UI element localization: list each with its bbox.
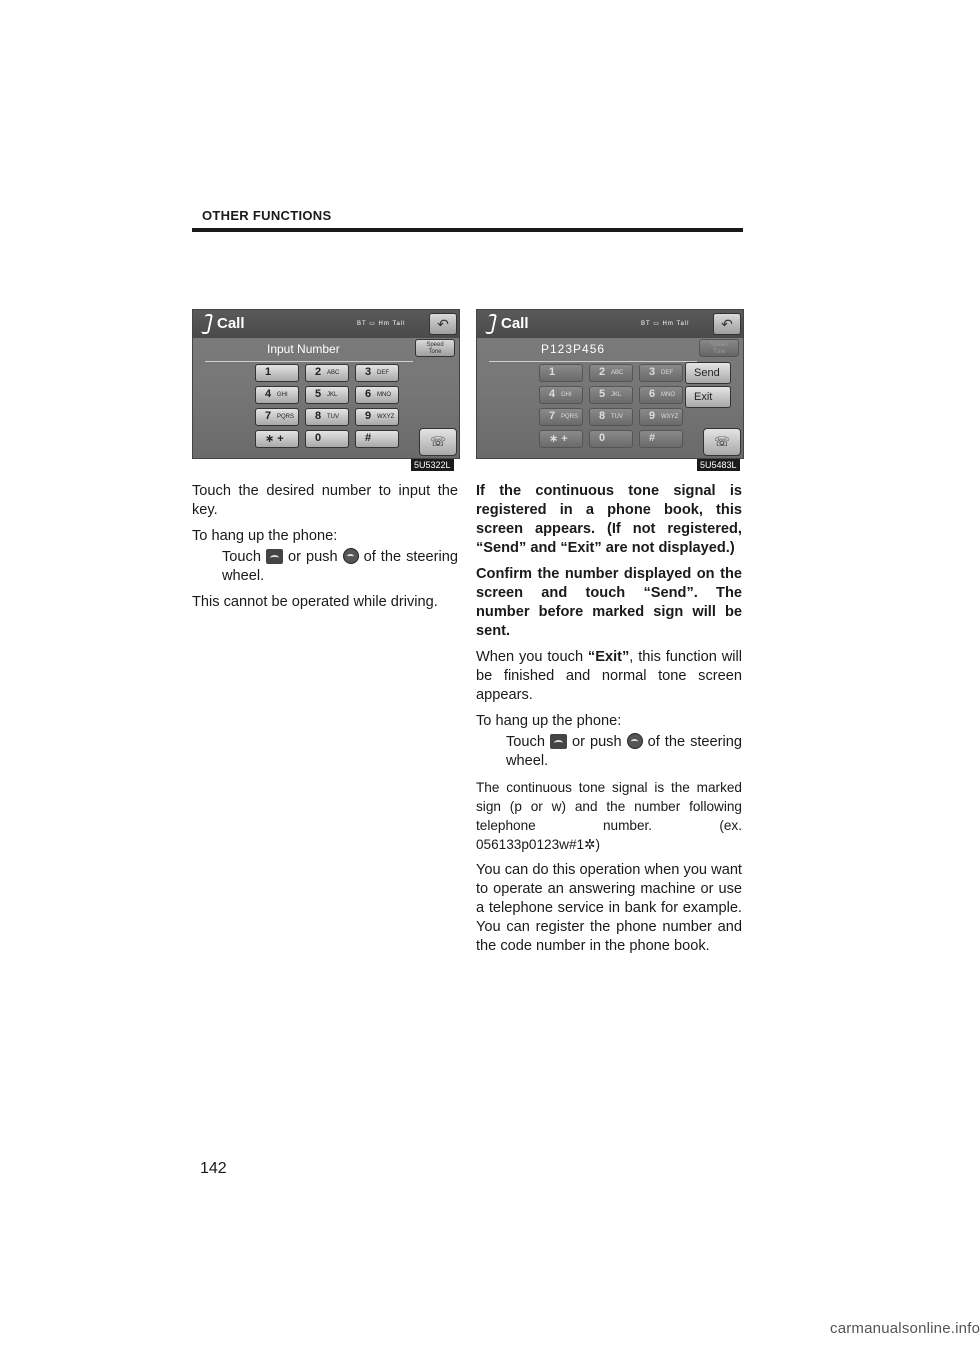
- key-letters: PQRS: [277, 414, 295, 420]
- status-icons: BT ▭ Hm Tall: [357, 321, 406, 327]
- or-push-text: or push: [282, 549, 343, 565]
- tone-button-line1: Speed: [710, 342, 728, 348]
- driving-note: This cannot be operated while driving.: [192, 594, 438, 610]
- keypad-key[interactable]: [355, 386, 399, 404]
- speed-tone-button: [699, 339, 739, 357]
- key-digit: 1: [549, 366, 556, 378]
- exit-button[interactable]: Exit: [685, 386, 731, 408]
- key-letters: DEF: [661, 370, 673, 376]
- key-digit: ∗ +: [549, 433, 568, 445]
- key-digit: ∗ +: [265, 433, 284, 445]
- screen-title: Call: [501, 315, 529, 332]
- keypad-key[interactable]: [355, 364, 399, 382]
- keypad-key: [539, 386, 583, 404]
- screenshot-input-number: [192, 309, 460, 459]
- steering-wheel-text: of the steering wheel.: [222, 549, 458, 584]
- input-text: P123P456: [541, 342, 606, 356]
- steering-wheel-text: of the steering wheel.: [506, 734, 742, 769]
- screen-header: [477, 310, 743, 338]
- tone-button-line2: Tone: [428, 349, 442, 355]
- key-digit: 2: [599, 366, 606, 378]
- key-letters: ABC: [327, 370, 340, 376]
- key-digit: 2: [315, 366, 322, 378]
- instruction-text: Touch the desired number to input the key.: [192, 483, 458, 518]
- key-letters: GHI: [561, 392, 572, 398]
- section-title: OTHER FUNCTIONS: [202, 208, 332, 223]
- hangup-button[interactable]: ☏: [419, 428, 457, 456]
- key-digit: 3: [649, 366, 656, 378]
- key-digit: 5: [315, 388, 322, 400]
- hangup-touch-icon: [550, 734, 567, 749]
- keypad-key[interactable]: [305, 430, 349, 448]
- key-digit: 7: [265, 410, 272, 422]
- keypad-key[interactable]: [305, 364, 349, 382]
- number-input-field: [205, 339, 413, 362]
- touch-word: Touch: [506, 734, 545, 750]
- or-push-text: or push: [566, 734, 627, 750]
- key-letters: TUV: [611, 414, 623, 420]
- key-digit: 9: [649, 410, 656, 422]
- phone-icon: [485, 314, 497, 334]
- key-digit: 3: [365, 366, 372, 378]
- keypad-key: [639, 430, 683, 448]
- keypad-key[interactable]: [305, 408, 349, 426]
- key-letters: WXYZ: [377, 414, 395, 420]
- keypad-key[interactable]: [255, 408, 299, 426]
- tone-signal-definition: The continuous tone signal is the marked sign (p or w) and the number following telephone number. (ex. 056133p0123w#1✲): [476, 780, 742, 852]
- keypad-key: [539, 364, 583, 382]
- exit-text-c: , this function will be finished and normal tone screen appears.: [476, 649, 742, 703]
- hangup-heading: To hang up the phone:: [476, 713, 622, 729]
- keypad-key[interactable]: [255, 364, 299, 382]
- keypad-key: [539, 408, 583, 426]
- exit-text: [476, 648, 742, 705]
- exit-text-a: When you touch: [476, 649, 588, 665]
- number-input-field: [489, 339, 697, 362]
- keypad-key[interactable]: [355, 430, 399, 448]
- image-code: 5U5322L: [411, 459, 454, 471]
- keypad-key[interactable]: [305, 386, 349, 404]
- key-digit: 1: [265, 366, 272, 378]
- key-digit: #: [365, 432, 372, 444]
- left-text-column: [192, 482, 458, 619]
- send-button[interactable]: Send: [685, 362, 731, 384]
- keypad-key: [639, 386, 683, 404]
- watermark: carmanualsonline.info: [830, 1320, 980, 1337]
- key-digit: 8: [315, 410, 322, 422]
- key-digit: 8: [599, 410, 606, 422]
- header-rule: [192, 228, 743, 232]
- key-digit: 0: [315, 432, 322, 444]
- keypad-key: [639, 364, 683, 382]
- status-icons: BT ▭ Hm Tall: [641, 321, 690, 327]
- key-letters: WXYZ: [661, 414, 679, 420]
- keypad-key[interactable]: [355, 408, 399, 426]
- keypad-key: [539, 430, 583, 448]
- right-text-column: [476, 482, 742, 963]
- keypad-key: [589, 408, 633, 426]
- key-letters: MNO: [661, 392, 675, 398]
- key-digit: 6: [365, 388, 372, 400]
- key-digit: 4: [549, 388, 556, 400]
- keypad-key: [639, 408, 683, 426]
- keypad-key: [589, 364, 633, 382]
- key-digit: 7: [549, 410, 556, 422]
- image-code: 5U5483L: [697, 459, 740, 471]
- steering-switch-icon: [343, 548, 359, 564]
- keypad-key[interactable]: [255, 430, 299, 448]
- input-text: Input Number: [267, 342, 340, 356]
- back-button[interactable]: ↶: [713, 313, 741, 335]
- screen-header: [193, 310, 459, 338]
- key-letters: JKL: [327, 392, 338, 398]
- hangup-button[interactable]: ☏: [703, 428, 741, 456]
- keypad-key[interactable]: [255, 386, 299, 404]
- keypad-key: [589, 386, 633, 404]
- speed-tone-button[interactable]: [415, 339, 455, 357]
- hangup-touch-icon: [266, 549, 283, 564]
- exit-text-b: “Exit”: [587, 649, 630, 665]
- key-digit: 0: [599, 432, 606, 444]
- key-letters: MNO: [377, 392, 391, 398]
- hangup-heading: To hang up the phone:: [192, 528, 338, 544]
- screenshot-tone-send: [476, 309, 744, 459]
- key-letters: TUV: [327, 414, 339, 420]
- back-button[interactable]: ↶: [429, 313, 457, 335]
- confirm-send-text: Confirm the number displayed on the screen and touch “Send”. The number before marked sign will be sent.: [476, 566, 742, 639]
- key-letters: JKL: [611, 392, 622, 398]
- key-digit: 9: [365, 410, 372, 422]
- key-digit: 6: [649, 388, 656, 400]
- key-digit: #: [649, 432, 656, 444]
- key-letters: DEF: [377, 370, 389, 376]
- key-digit: 4: [265, 388, 272, 400]
- key-letters: GHI: [277, 392, 288, 398]
- hangup-instruction: [192, 548, 458, 586]
- registered-tone-text: If the continuous tone signal is registered in a phone book, this screen appears. (If not registered, “Send” and “Exit” are not displayed.): [476, 483, 742, 556]
- steering-switch-icon: [627, 733, 643, 749]
- usage-note: You can do this operation when you want to operate an answering machine or use a telephone service in bank for example. You can register the phone number and the code number in the phone book.: [476, 862, 742, 954]
- key-letters: ABC: [611, 370, 624, 376]
- phone-icon: [201, 314, 213, 334]
- touch-word: Touch: [222, 549, 261, 565]
- key-digit: 5: [599, 388, 606, 400]
- key-letters: PQRS: [561, 414, 579, 420]
- tone-button-line1: Speed: [426, 342, 444, 348]
- hangup-instruction: [476, 733, 742, 771]
- page-number: 142: [200, 1160, 227, 1177]
- keypad-key: [589, 430, 633, 448]
- tone-button-line2: Tone: [712, 349, 726, 355]
- screen-title: Call: [217, 315, 245, 332]
